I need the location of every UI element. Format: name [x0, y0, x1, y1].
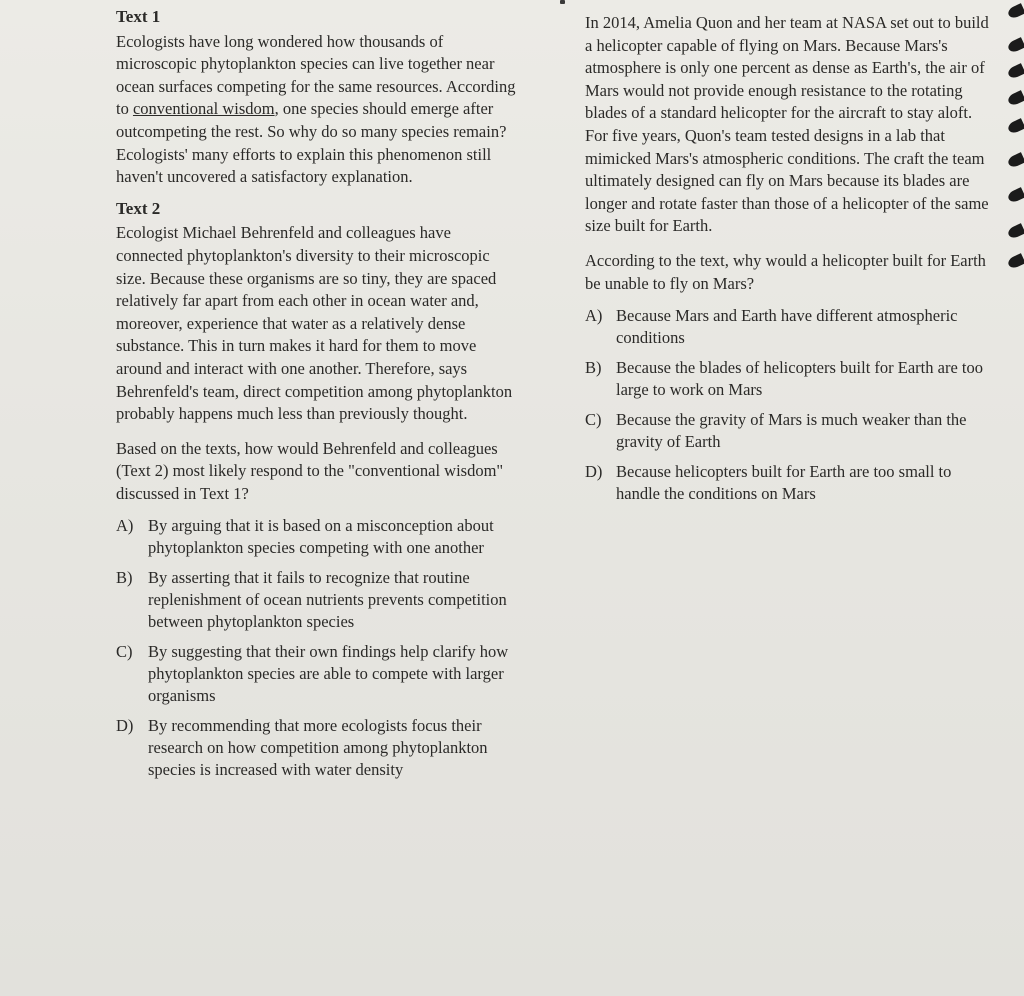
binding-ring [1006, 253, 1024, 270]
mars-helicopter-passage: In 2014, Amelia Quon and her team at NASA set out to build a helicopter capable of flying on Mars. Because Mars's atmosphere is only one percent as dense as Earth's, the air of Mars would not provide enough resistance to the rotating blades of a standard helicopter for the aircraft to stay aloft. For five years, Quon's team tested designs in a lab that mimicked Mars's atmospheric conditions. The craft the team ultimately designed can fly on Mars because its blades are longer and rotate faster than those of a helicopter of the same size built for Earth. [585, 13, 989, 236]
choice-letter: D) [116, 716, 134, 736]
question2-choice-b[interactable] [585, 357, 990, 401]
choice-text: Because the gravity of Mars is much weaker than the gravity of Earth [616, 410, 967, 452]
question2-choice-d[interactable] [585, 461, 990, 505]
question1-prompt: Based on the texts, how would Behrenfeld and colleagues (Text 2) most likely respond to the "conventional wisdom" discussed in Text 1? [116, 438, 504, 503]
choice-text: Because Mars and Earth have different atmospheric conditions [616, 306, 958, 348]
choice-letter: C) [116, 642, 133, 662]
choice-letter: D) [585, 462, 603, 482]
question2-choice-a[interactable] [585, 305, 990, 349]
binding-ring [1006, 152, 1024, 169]
text1-heading: Text 1 [116, 7, 161, 26]
choice-letter: C) [585, 410, 602, 430]
text1-part-1: Ecologists have long wondered how thousands of microscopic phytoplankton species can live together near ocean surfaces competing for the same resources. According to [116, 31, 516, 119]
choice-letter: B) [585, 358, 602, 378]
choice-letter: A) [585, 306, 603, 326]
text2-heading: Text 2 [116, 198, 161, 218]
choice-text: Because helicopters built for Earth are too small to handle the conditions on Mars [616, 462, 952, 504]
binding-ring [1006, 37, 1024, 54]
question1-choice-b[interactable] [116, 567, 516, 633]
choice-text: By arguing that it is based on a misconception about phytoplankton species competing with one another [148, 516, 494, 558]
binding-ring [1006, 187, 1024, 204]
binding-ring [1006, 3, 1024, 20]
question1-choice-d[interactable] [116, 715, 516, 781]
choice-letter: B) [116, 568, 133, 588]
choice-text: By recommending that more ecologists focus their research on how competition among phytoplankton species is increased with water density [148, 716, 488, 780]
choice-text: By asserting that it fails to recognize that routine replenishment of ocean nutrients prevents competition between phytoplankton species [148, 568, 507, 632]
text1-part-2: , one species should emerge after outcompeting the rest. So why do so many species remain? Ecologists' many efforts to explain this phenomenon still haven't uncovered a satisfactory explanation. [116, 99, 507, 187]
question1-choices [116, 515, 516, 781]
choice-text: Because the blades of helicopters built for Earth are too large to work on Mars [616, 358, 983, 400]
question1-choice-a[interactable] [116, 515, 516, 559]
binding-ring [1006, 90, 1024, 107]
question2-choice-c[interactable] [585, 409, 990, 453]
question1-choice-c[interactable] [116, 641, 516, 707]
right-column [585, 12, 990, 505]
question2-choices [585, 305, 990, 505]
choice-text: By suggesting that their own findings help clarify how phytoplankton species are able to compete with larger organisms [148, 642, 509, 706]
text1-passage [116, 31, 516, 189]
binding-ring [1006, 63, 1024, 80]
spiral-binding [1000, 0, 1024, 996]
left-column [116, 6, 516, 781]
conventional-wisdom-underlined: conventional wisdom [132, 99, 275, 119]
binding-ring [1006, 223, 1024, 240]
question2-prompt: According to the text, why would a helicopter built for Earth be unable to fly on Mars? [585, 250, 986, 293]
choice-letter: A) [116, 516, 134, 536]
ink-speck [560, 0, 565, 4]
text2-passage: Ecologist Michael Behrenfeld and colleagues have connected phytoplankton's diversity to their microscopic size. Because these organisms are so tiny, they are spaced relatively far apart from each other in ocean water and, moreover, experience that water as a relatively dense substance. This in turn makes it hard for them to move around and interact with one another. Therefore, says Behrenfeld's team, direct competition among phytoplankton probably happens much less than previously thought. [116, 223, 513, 424]
binding-ring [1006, 118, 1024, 135]
